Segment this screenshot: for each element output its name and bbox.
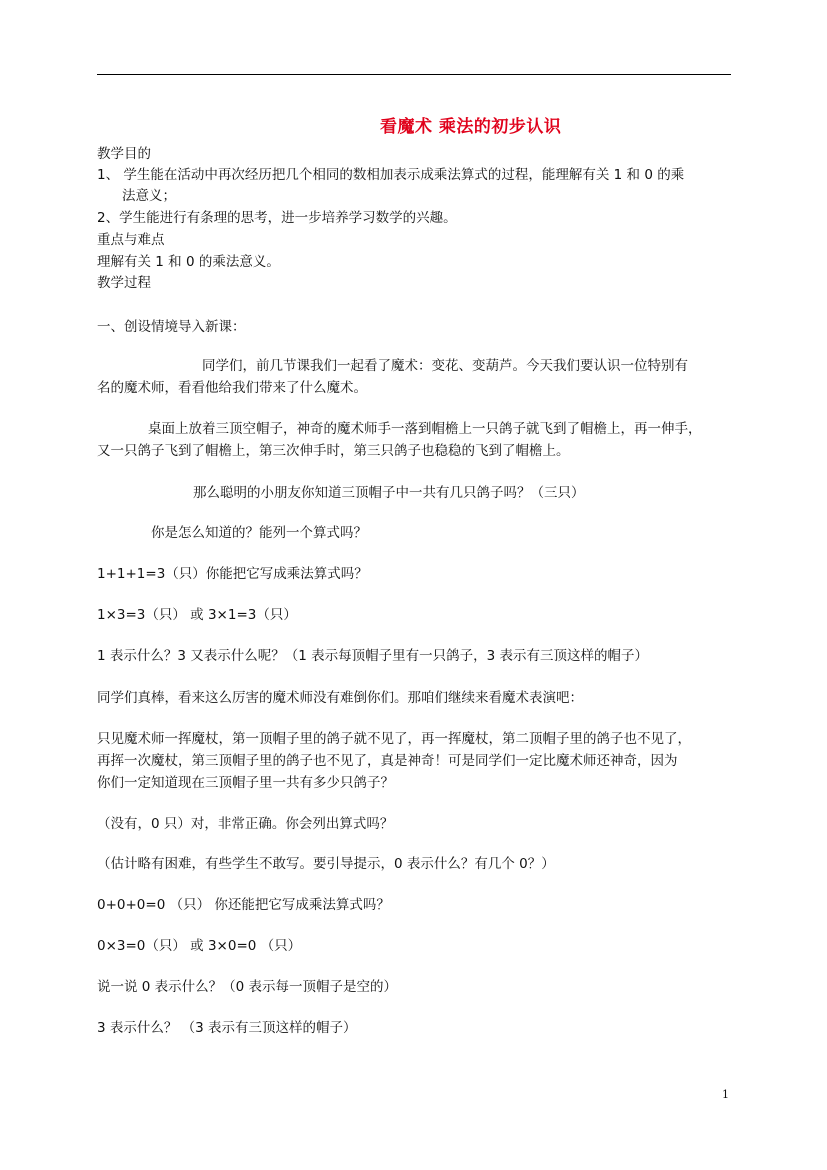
- text-line: 3 表示什么？ （3 表示有三顶这样的帽子）: [97, 1020, 357, 1036]
- text-line: 一、创设情境导入新课：: [97, 319, 246, 335]
- text-line: 重点与难点: [97, 232, 165, 248]
- text-line: 1+1+1=3（只）你能把它写成乘法算式吗？: [97, 566, 368, 582]
- text-line: 1 表示什么？3 又表示什么呢？（1 表示每顶帽子里有一只鸽子，3 表示有三顶这样的帽子）: [97, 648, 649, 664]
- text-line: （估计略有困难，有些学生不敢写。要引导提示，0 表示什么？有几个 0？）: [97, 856, 555, 872]
- text-line: 那么聪明的小朋友你知道三顶帽子中一共有几只鸽子吗？（三只）: [193, 485, 585, 501]
- text-line: 同学们，前几节课我们一起看了魔术：变花、变葫芦。今天我们要认识一位特别有: [202, 358, 688, 374]
- text-line: 桌面上放着三顶空帽子，神奇的魔术师手一落到帽檐上一只鸽子就飞到了帽檐上，再一伸手，: [148, 421, 702, 437]
- text-line: 再挥一次魔杖，第三顶帽子里的鸽子也不见了，真是神奇！可是同学们一定比魔术师还神奇，因为: [97, 753, 678, 769]
- text-line: 只见魔术师一挥魔杖，第一顶帽子里的鸽子就不见了，再一挥魔杖，第二顶帽子里的鸽子也不见了，: [97, 731, 691, 747]
- page-number: 1: [722, 1088, 729, 1101]
- text-line: 又一只鸽子飞到了帽檐上，第三次伸手时，第三只鸽子也稳稳的飞到了帽檐上。: [97, 443, 570, 459]
- text-line: 教学目的: [97, 146, 151, 162]
- text-line: 0×3=0（只） 或 3×0=0 （只）: [97, 938, 302, 954]
- text-line: 你们一定知道现在三顶帽子里一共有多少只鸽子？: [97, 775, 394, 791]
- text-line: 教学过程: [97, 275, 151, 291]
- text-line: 1×3=3（只） 或 3×1=3（只）: [97, 607, 297, 623]
- text-line: 理解有关 1 和 0 的乘法意义。: [97, 254, 280, 270]
- document-title: 看魔术 乘法的初步认识: [380, 117, 562, 137]
- text-line: 0+0+0=0 （只） 你还能把它写成乘法算式吗？: [97, 897, 390, 913]
- header-rule: [97, 74, 731, 75]
- text-line: 同学们真棒，看来这么厉害的魔术师没有难倒你们。那咱们继续来看魔术表演吧：: [97, 690, 583, 706]
- text-line: 名的魔术师，看看他给我们带来了什么魔术。: [97, 380, 367, 396]
- text-line: 2、学生能进行有条理的思考，进一步培养学习数学的兴趣。: [97, 210, 457, 226]
- text-line: 说一说 0 表示什么？（0 表示每一顶帽子是空的）: [97, 979, 398, 995]
- text-line: 法意义；: [122, 188, 176, 204]
- text-line: （没有，0 只）对，非常正确。你会列出算式吗？: [97, 816, 394, 832]
- text-line: 你是怎么知道的？能列一个算式吗？: [151, 525, 367, 541]
- text-line: 1、 学生能在活动中再次经历把几个相同的数相加表示成乘法算式的过程，能理解有关 1 和 0 的乘: [97, 167, 685, 183]
